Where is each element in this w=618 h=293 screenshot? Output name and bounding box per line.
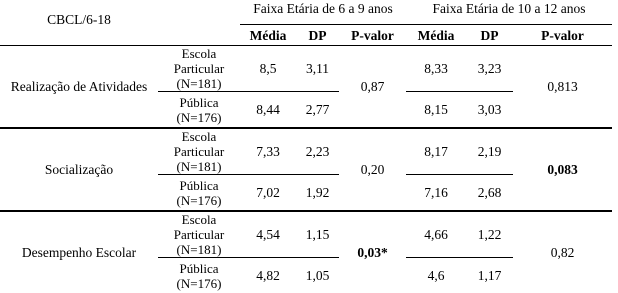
p-value-cell: 0,87 [339,46,406,129]
p-value-cell: 0,20 [339,128,406,211]
sd-cell: 1,05 [296,258,339,293]
p-value-cell: 0,82 [513,211,612,293]
p-value-cell: 0,03* [339,211,406,293]
school-name: Pública [180,95,219,110]
table-row [0,46,612,92]
col-header-p-g2: P-valor [513,25,612,46]
sd-cell: 3,23 [466,46,513,92]
corner-label: CBCL/6-18 [0,0,158,46]
header-row-groups [0,0,612,25]
school-name: Escola Particular [174,46,225,76]
mean-cell: 4,66 [406,211,466,258]
mean-cell: 7,16 [406,175,466,212]
school-n: (N=176) [177,110,222,125]
mean-cell: 4,6 [406,258,466,293]
mean-cell: 4,82 [240,258,296,293]
school-cell [158,211,240,258]
mean-cell: 8,44 [240,92,296,129]
table-row [0,211,612,258]
mean-cell: 7,02 [240,175,296,212]
category-label: Desempenho Escolar [0,211,158,293]
sd-cell: 2,68 [466,175,513,212]
mean-cell: 4,54 [240,211,296,258]
school-name: Pública [180,178,219,193]
school-name: Escola Particular [174,212,225,242]
mean-cell: 7,33 [240,128,296,175]
mean-cell: 8,5 [240,46,296,92]
school-n: (N=181) [177,159,222,174]
school-cell [158,92,240,129]
category-label: Socialização [0,128,158,211]
school-name: Escola Particular [174,129,225,159]
table-row [0,128,612,175]
sd-cell: 1,17 [466,258,513,293]
p-value-cell: 0,813 [513,46,612,129]
school-n: (N=176) [177,193,222,208]
sd-cell: 3,03 [466,92,513,129]
col-header-mean-g1: Média [240,25,296,46]
school-cell [158,46,240,92]
sd-cell: 1,92 [296,175,339,212]
school-name: Pública [180,261,219,276]
school-header-empty [158,0,240,46]
school-n: (N=176) [177,276,222,291]
school-cell [158,258,240,293]
mean-cell: 8,17 [406,128,466,175]
col-header-mean-g2: Média [406,25,466,46]
col-header-sd-g2: DP [466,25,513,46]
sd-cell: 1,15 [296,211,339,258]
sd-cell: 2,77 [296,92,339,129]
group-header-6-9: Faixa Etária de 6 a 9 anos [240,0,406,25]
sd-cell: 1,22 [466,211,513,258]
sd-cell: 2,19 [466,128,513,175]
col-header-p-g1: P-valor [339,25,406,46]
group-header-10-12: Faixa Etária de 10 a 12 anos [406,0,612,25]
sd-cell: 2,23 [296,128,339,175]
col-header-sd-g1: DP [296,25,339,46]
school-cell [158,128,240,175]
sd-cell: 3,11 [296,46,339,92]
category-label: Realização de Atividades [0,46,158,129]
mean-cell: 8,33 [406,46,466,92]
school-n: (N=181) [177,76,222,91]
p-value-cell: 0,083 [513,128,612,211]
school-cell [158,175,240,212]
school-n: (N=181) [177,242,222,257]
mean-cell: 8,15 [406,92,466,129]
